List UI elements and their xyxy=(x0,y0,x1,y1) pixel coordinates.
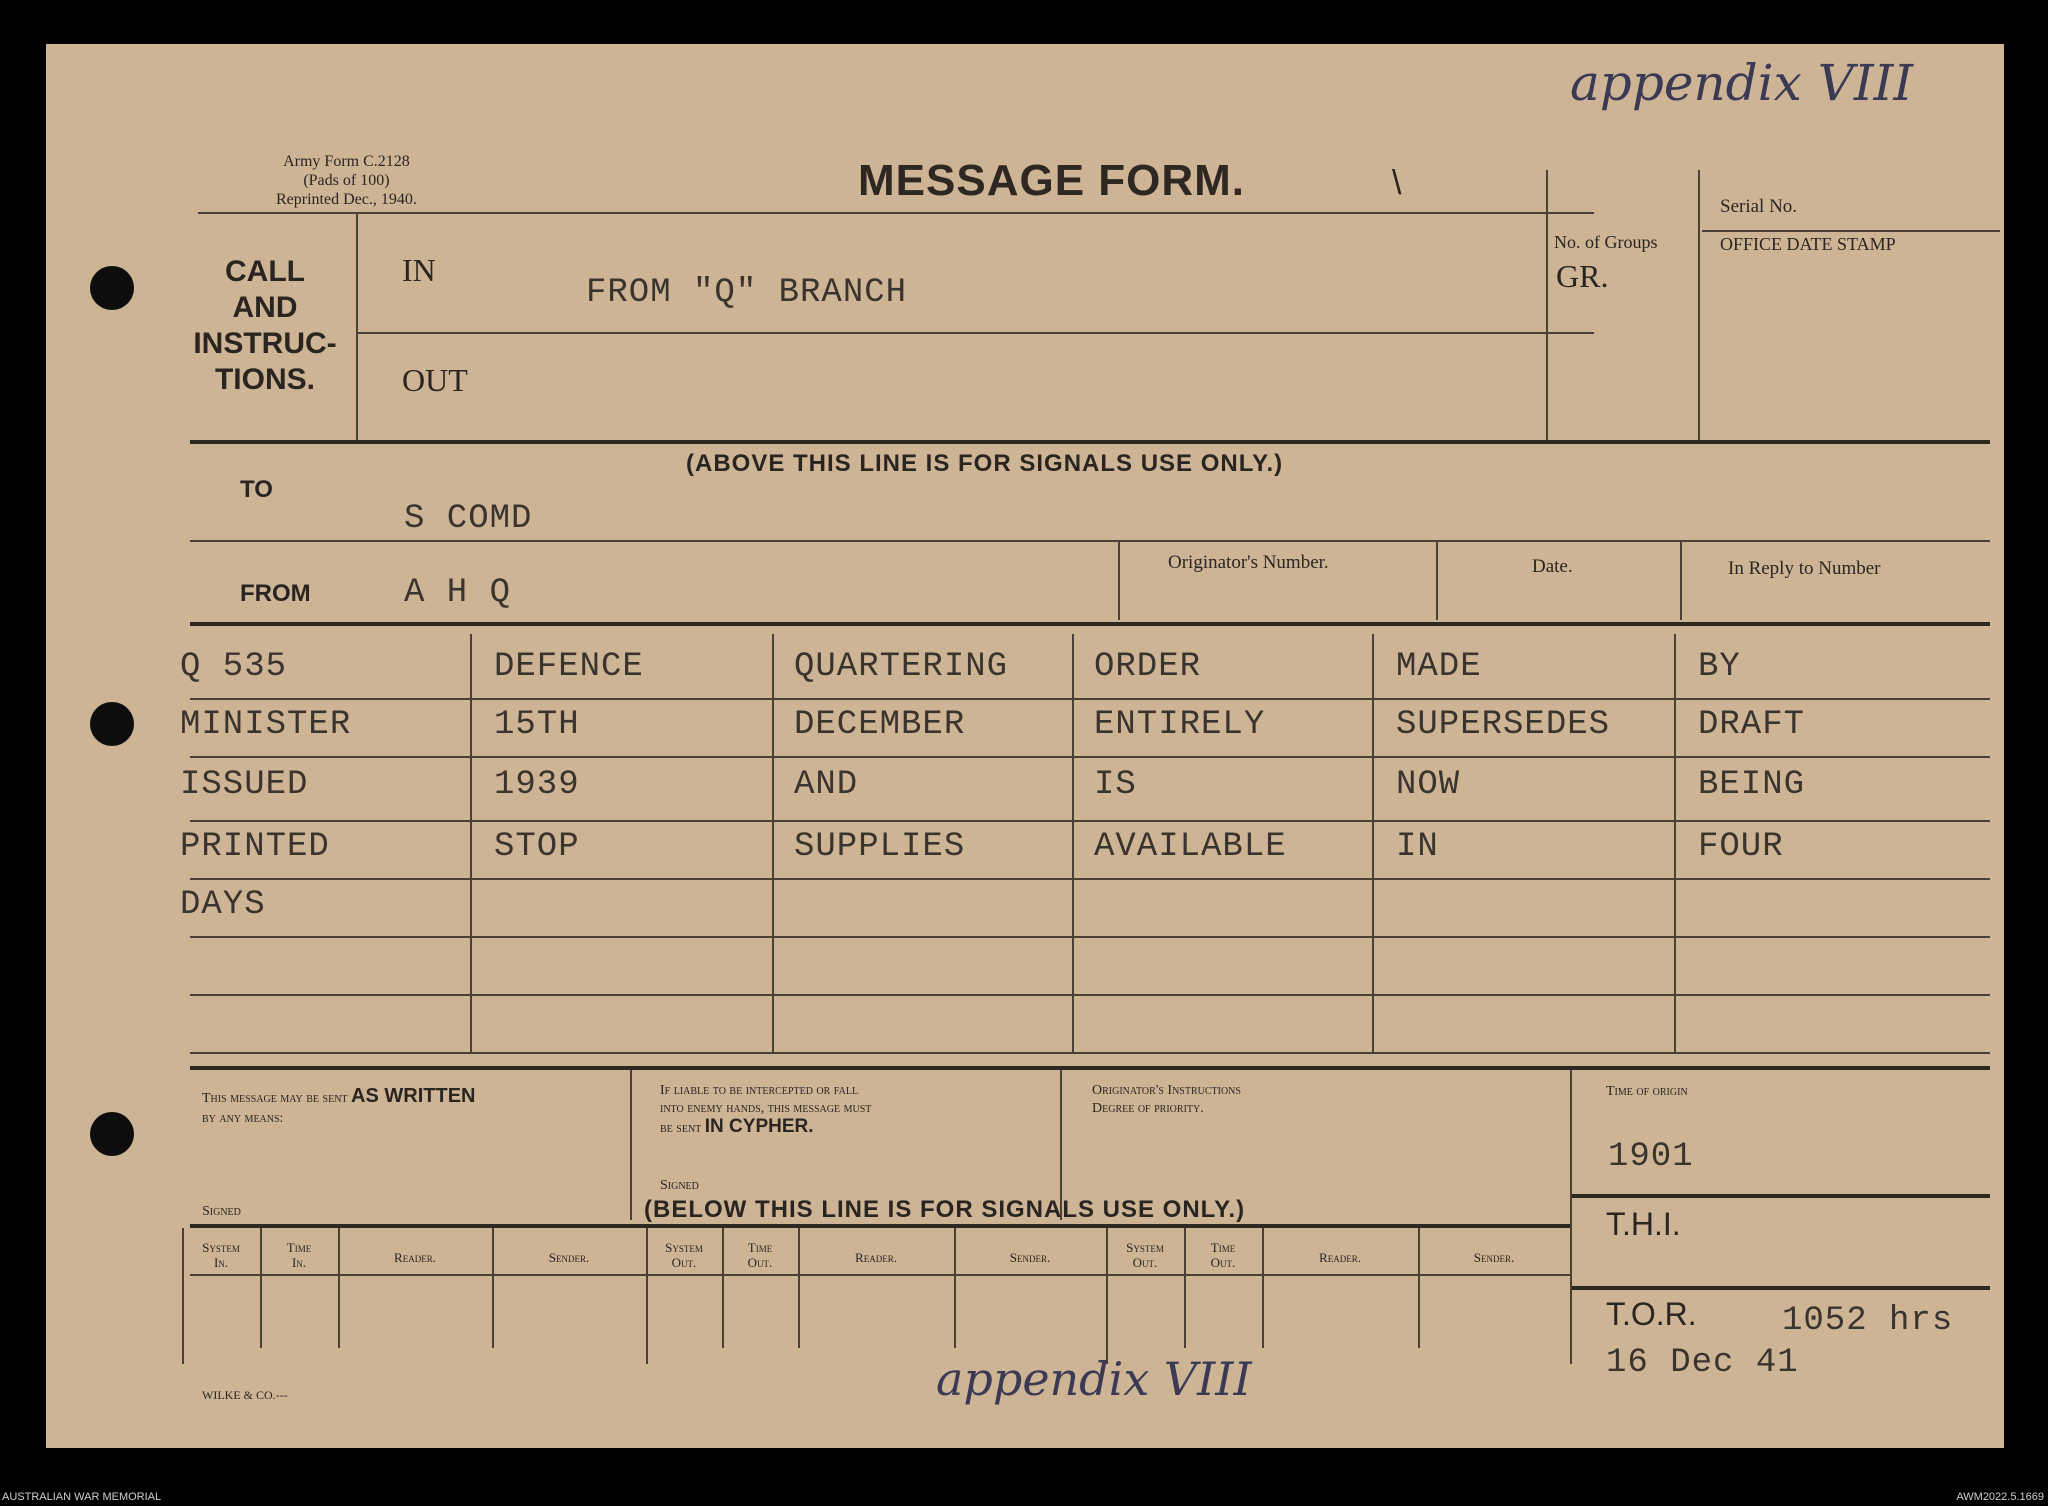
form-identifier xyxy=(276,152,417,209)
tor-value: 1052 hrs xyxy=(1782,1302,1954,1340)
signals-table-header xyxy=(182,1240,260,1270)
time-of-origin-value: 1901 xyxy=(1608,1138,1694,1176)
signals-table-header xyxy=(954,1250,1106,1265)
signals-table-header xyxy=(492,1250,646,1265)
punch-hole xyxy=(90,1112,134,1156)
message-word: SUPPLIES xyxy=(794,828,966,866)
in-value: FROM "Q" BRANCH xyxy=(586,274,908,312)
handwritten-annotation-bottom: appendix VIII xyxy=(936,1352,1252,1406)
footer-left: AUSTRALIAN WAR MEMORIAL xyxy=(2,1491,162,1503)
message-word: STOP xyxy=(494,828,580,866)
sent-any-means-note xyxy=(202,1086,475,1129)
message-word: QUARTERING xyxy=(794,648,1009,686)
intercept-line-2: into enemy hands, this message must xyxy=(660,1101,872,1116)
from-label: FROM xyxy=(240,580,311,607)
army-form-number: Army Form C.2128 xyxy=(283,153,410,170)
time-of-origin-label: Time of origin xyxy=(1606,1084,1688,1099)
message-word: 15TH xyxy=(494,706,580,744)
originators-instructions-label: Originator's Instructions xyxy=(1092,1083,1241,1098)
in-label: IN xyxy=(402,252,436,288)
from-value: A H Q xyxy=(404,574,512,612)
message-word: MADE xyxy=(1396,648,1482,686)
message-word: DECEMBER xyxy=(794,706,966,744)
groups-value: GR. xyxy=(1556,258,1609,294)
message-word: AND xyxy=(794,766,859,804)
signals-header-line: Time xyxy=(1210,1240,1236,1255)
message-word: SUPERSEDES xyxy=(1396,706,1611,744)
signed-label-1: Signed xyxy=(202,1204,241,1219)
signals-header-line: In. xyxy=(291,1255,307,1270)
signals-table-header xyxy=(722,1240,798,1270)
serial-no-label: Serial No. xyxy=(1720,196,1798,217)
signals-header-line: Time xyxy=(747,1240,773,1255)
signals-header-line: Reader. xyxy=(1319,1250,1361,1265)
signals-table-header xyxy=(798,1250,954,1265)
signals-table-header xyxy=(260,1240,338,1270)
call-instructions-label: CALL AND INSTRUC- TIONS. xyxy=(193,255,337,396)
message-word: AVAILABLE xyxy=(1094,828,1287,866)
tor-date: 16 Dec 41 xyxy=(1606,1344,1799,1382)
reprinted-note: Reprinted Dec., 1940. xyxy=(276,191,417,208)
intercept-line-1: If liable to be intercepted or fall xyxy=(660,1083,859,1098)
to-value: S COMD xyxy=(404,500,533,538)
message-word: ORDER xyxy=(1094,648,1202,686)
pads-note: (Pads of 100) xyxy=(303,172,390,189)
signals-use-below-note: (BELOW THIS LINE IS FOR SIGNALS USE ONLY.) xyxy=(644,1196,1246,1223)
intercept-line-3: be sent xyxy=(660,1121,702,1136)
sent-any-means-text: This message may be sent xyxy=(202,1091,348,1106)
signals-header-line: Reader. xyxy=(394,1250,436,1265)
no-of-groups-label: No. of Groups xyxy=(1554,232,1658,252)
message-word: NOW xyxy=(1396,766,1461,804)
signals-header-line: In. xyxy=(213,1255,229,1270)
message-form-paper xyxy=(46,44,2004,1448)
signals-header-line: System xyxy=(665,1240,703,1255)
message-word: ENTIRELY xyxy=(1094,706,1266,744)
message-word: PRINTED xyxy=(180,828,330,866)
signals-header-line: System xyxy=(1126,1240,1164,1255)
signals-table-header xyxy=(1184,1240,1262,1270)
office-date-stamp-label: OFFICE DATE STAMP xyxy=(1720,234,1896,254)
signals-header-line: Sender. xyxy=(1009,1250,1051,1265)
punch-hole xyxy=(90,702,134,746)
originators-number-label: Originator's Number. xyxy=(1168,552,1329,573)
message-word: BY xyxy=(1698,648,1741,686)
degree-of-priority-label: Degree of priority. xyxy=(1092,1101,1204,1116)
message-word: FOUR xyxy=(1698,828,1784,866)
signals-header-line: Out. xyxy=(747,1255,773,1270)
message-word: Q 535 xyxy=(180,648,288,686)
out-label: OUT xyxy=(402,362,468,398)
intercept-note xyxy=(660,1082,871,1138)
signals-header-line: Time xyxy=(286,1240,312,1255)
signals-header-line: Out. xyxy=(1132,1255,1158,1270)
date-label: Date. xyxy=(1532,556,1573,577)
signed-label-2: Signed xyxy=(660,1178,699,1193)
footer-right: AWM2022.5.1669 xyxy=(1956,1491,2044,1503)
message-word: DEFENCE xyxy=(494,648,644,686)
title-pen-mark: \ xyxy=(1392,164,1402,202)
tor-label: T.O.R. xyxy=(1606,1296,1697,1332)
form-title: MESSAGE FORM. xyxy=(858,156,1246,205)
printer-imprint: WILKE & CO.--- xyxy=(202,1388,288,1402)
as-written-label: AS WRITTEN xyxy=(351,1085,476,1107)
signals-header-line: Out. xyxy=(1210,1255,1236,1270)
punch-hole xyxy=(90,266,134,310)
signals-header-line: System xyxy=(202,1240,240,1255)
message-word: IN xyxy=(1396,828,1439,866)
message-word: BEING xyxy=(1698,766,1806,804)
handwritten-annotation-top: appendix VIII xyxy=(1570,54,1914,112)
signals-table-header xyxy=(1106,1240,1184,1270)
signals-table-header xyxy=(1262,1250,1418,1265)
signals-header-line: Out. xyxy=(671,1255,697,1270)
signals-table-header xyxy=(1418,1250,1570,1265)
to-label: TO xyxy=(240,476,273,503)
thi-label: T.H.I. xyxy=(1606,1206,1681,1242)
signals-table-header xyxy=(338,1250,492,1265)
signals-header-line: Reader. xyxy=(855,1250,897,1265)
originators-instructions xyxy=(1092,1082,1241,1118)
message-word: DAYS xyxy=(180,886,266,924)
message-word: DRAFT xyxy=(1698,706,1806,744)
signals-use-above-note: (ABOVE THIS LINE IS FOR SIGNALS USE ONLY.) xyxy=(686,450,1284,477)
message-word: MINISTER xyxy=(180,706,352,744)
message-word: ISSUED xyxy=(180,766,309,804)
message-word: 1939 xyxy=(494,766,580,804)
message-word: IS xyxy=(1094,766,1137,804)
in-cypher-label: IN CYPHER. xyxy=(704,1116,814,1137)
signals-header-line: Sender. xyxy=(548,1250,590,1265)
by-any-means-text: by any means: xyxy=(202,1111,284,1126)
in-reply-label: In Reply to Number xyxy=(1728,558,1881,579)
signals-table-header xyxy=(646,1240,722,1270)
signals-header-line: Sender. xyxy=(1473,1250,1515,1265)
